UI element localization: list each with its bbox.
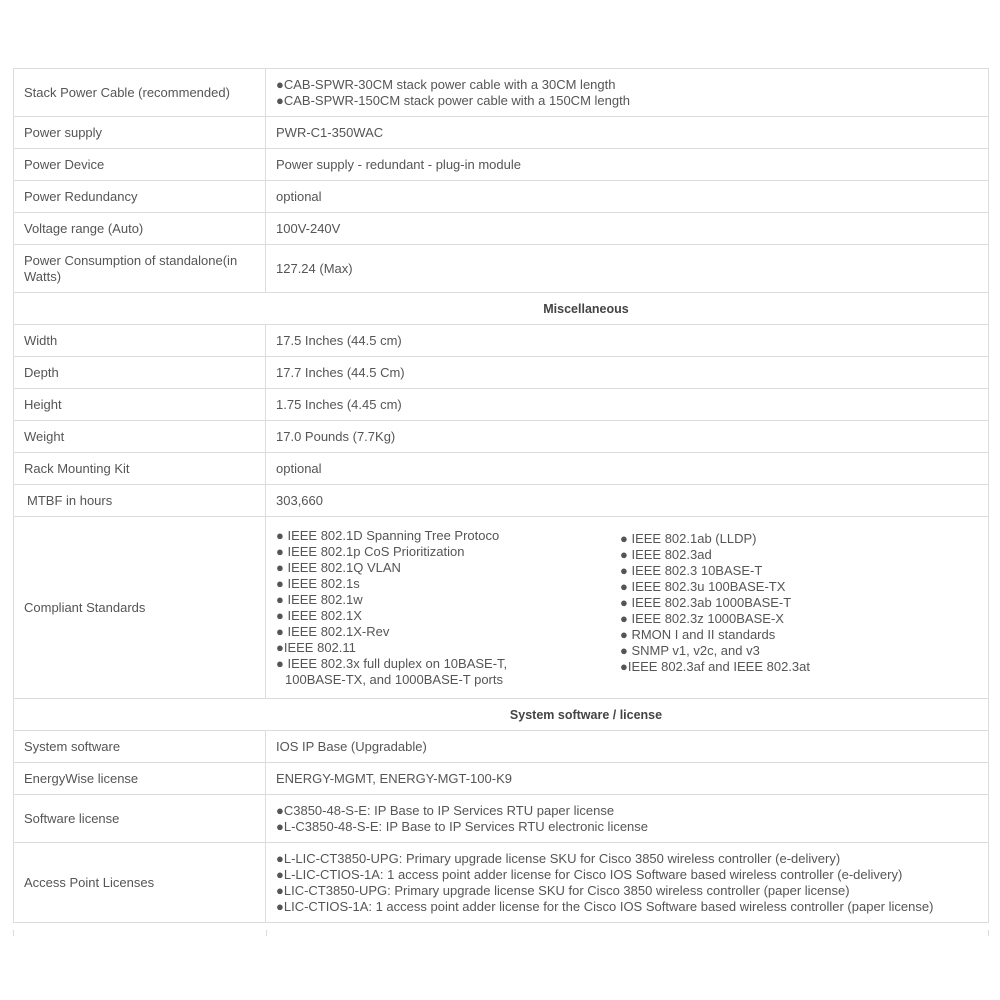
row-value: 127.24 (Max)	[266, 245, 989, 293]
row-label: Access Point Licenses	[14, 843, 266, 923]
row-label: Power supply	[14, 117, 266, 149]
list-item: ● IEEE 802.1p CoS Prioritization	[276, 543, 465, 559]
row-value: Power supply - redundant - plug-in module	[266, 149, 989, 181]
row-label: Weight	[14, 421, 266, 453]
list-item: ●CAB-SPWR-150CM stack power cable with a 150CM length	[276, 92, 630, 108]
row-value: optional	[266, 453, 989, 485]
row-value: 17.5 Inches (44.5 cm)	[266, 325, 989, 357]
row-label: Stack Power Cable (recommended)	[14, 69, 266, 117]
row-label: Depth	[14, 357, 266, 389]
column-divider	[266, 930, 267, 936]
table-row	[14, 763, 989, 795]
row-value	[266, 795, 989, 843]
list-item: ● SNMP v1, v2c, and v3	[620, 642, 760, 658]
table-row	[14, 453, 989, 485]
standards-columns	[276, 528, 978, 688]
list-item: ● RMON I and II standards	[620, 626, 776, 642]
table-row	[14, 245, 989, 293]
row-label: EnergyWise license	[14, 763, 266, 795]
table-row	[14, 325, 989, 357]
list-item: ●LIC-CT3850-UPG: Primary upgrade license SKU for Cisco 3850 wireless controller (paper license)	[276, 882, 850, 898]
row-value: IOS IP Base (Upgradable)	[266, 731, 989, 763]
table-row	[14, 181, 989, 213]
table-row	[14, 69, 989, 117]
section-header-miscellaneous	[14, 293, 989, 325]
row-label: Power Consumption of standalone(in Watts)	[14, 245, 266, 293]
table-row	[14, 731, 989, 763]
table-row	[14, 843, 989, 923]
list-item: ● IEEE 802.1s	[276, 575, 360, 591]
row-value	[266, 69, 989, 117]
list-item: ●CAB-SPWR-30CM stack power cable with a 30CM length	[276, 76, 616, 92]
list-item: ●LIC-CTIOS-1A: 1 access point adder license for the Cisco IOS Software based wireless controller (paper license)	[276, 898, 934, 914]
list-item: ● IEEE 802.1X-Rev	[276, 623, 390, 639]
table-row	[14, 213, 989, 245]
list-item: ● IEEE 802.3z 1000BASE-X	[620, 610, 784, 626]
section-header-software	[14, 699, 989, 731]
list-item: ● IEEE 802.3ab 1000BASE-T	[620, 594, 792, 610]
standards-list-left	[276, 528, 620, 688]
list-item: ● IEEE 802.1Q VLAN	[276, 559, 401, 575]
list-item: ●IEEE 802.11	[276, 639, 356, 655]
list-item: ● IEEE 802.3x full duplex on 10BASE-T,	[276, 655, 508, 671]
table-row	[14, 117, 989, 149]
row-value	[266, 517, 989, 699]
row-value: 303,660	[266, 485, 989, 517]
row-label	[14, 485, 266, 517]
standards-list-right	[620, 528, 964, 688]
row-label: Height	[14, 389, 266, 421]
table-row-compliant-standards	[14, 517, 989, 699]
row-label: System software	[14, 731, 266, 763]
row-value: PWR-C1-350WAC	[266, 117, 989, 149]
row-label: Power Redundancy	[14, 181, 266, 213]
table-row	[14, 485, 989, 517]
table-row	[14, 389, 989, 421]
section-title: System software / license	[14, 699, 989, 731]
row-label: Compliant Standards	[14, 517, 266, 699]
list-item: ● IEEE 802.3u 100BASE-TX	[620, 578, 786, 594]
table-row	[14, 421, 989, 453]
list-item: ●L-C3850-48-S-E: IP Base to IP Services RTU electronic license	[276, 818, 649, 834]
list-item-continuation: 100BASE-TX, and 1000BASE-T ports	[285, 671, 503, 687]
list-item: ● IEEE 802.1w	[276, 591, 363, 607]
row-label: Rack Mounting Kit	[14, 453, 266, 485]
row-label: Software license	[14, 795, 266, 843]
row-value: 1.75 Inches (4.45 cm)	[266, 389, 989, 421]
table-continuation-edge	[13, 930, 989, 936]
list-item: ● IEEE 802.3ad	[620, 546, 712, 562]
row-label: Width	[14, 325, 266, 357]
section-title: Miscellaneous	[14, 293, 989, 325]
spec-table	[13, 68, 989, 923]
list-item: ●L-LIC-CT3850-UPG: Primary upgrade license SKU for Cisco 3850 wireless controller (e-delivery)	[276, 850, 841, 866]
list-item: ●C3850-48-S-E: IP Base to IP Services RTU paper license	[276, 802, 615, 818]
table-row	[14, 795, 989, 843]
row-label-text: MTBF in hours	[27, 492, 113, 508]
table-row	[14, 149, 989, 181]
row-label: Power Device	[14, 149, 266, 181]
list-item: ● IEEE 802.1X	[276, 607, 362, 623]
row-value: 17.7 Inches (44.5 Cm)	[266, 357, 989, 389]
row-value: optional	[266, 181, 989, 213]
list-item: ● IEEE 802.3 10BASE-T	[620, 562, 763, 578]
row-value: 17.0 Pounds (7.7Kg)	[266, 421, 989, 453]
list-item: ● IEEE 802.1D Spanning Tree Protoco	[276, 527, 500, 543]
row-value: ENERGY-MGMT, ENERGY-MGT-100-K9	[266, 763, 989, 795]
list-item: ● IEEE 802.1ab (LLDP)	[620, 530, 757, 546]
list-item: ●IEEE 802.3af and IEEE 802.3at	[620, 658, 810, 674]
row-value	[266, 843, 989, 923]
table-row	[14, 357, 989, 389]
row-label: Voltage range (Auto)	[14, 213, 266, 245]
row-value: 100V-240V	[266, 213, 989, 245]
list-item: ●L-LIC-CTIOS-1A: 1 access point adder license for Cisco IOS Software based wireless controller (e-delivery)	[276, 866, 903, 882]
